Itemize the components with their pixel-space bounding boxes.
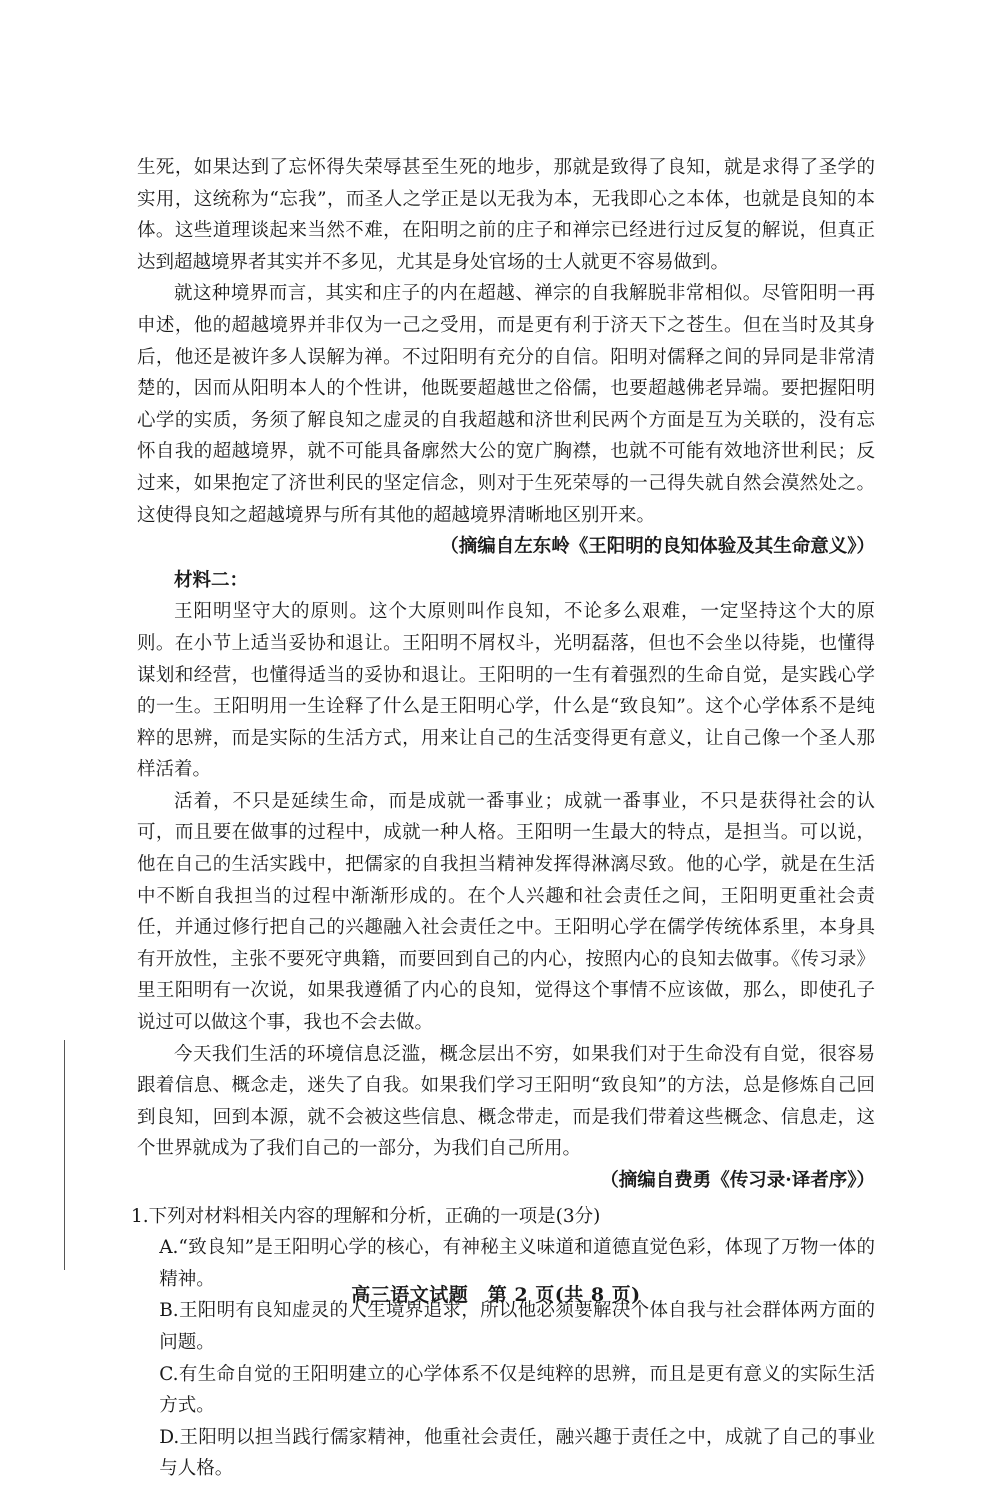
question-1-option-a: A.“致良知”是王阳明心学的核心，有神秘主义味道和道德直觉色彩，体现了万物一体的精神。 [159,1237,875,1290]
question-1-option-c: C.有生命自觉的王阳明建立的心学体系不仅是纯粹的思辨，而且是更有意义的实际生活方式。 [159,1363,875,1417]
page-footer: 高三语文试题 第 2 页(共 8 页) [351,1284,641,1306]
binding-margin-line [64,1040,65,1270]
material2-paragraph-1: 王阳明坚守大的原则。这个大原则叫作良知，不论多么艰难，一定坚持这个大的原则。在小节上适当妥协和退让。王阳明不屑权斗，光明磊落，但也不会坐以待毙，也懂得谋划和经营，也懂得适当的妥协和退让。王阳明的一生有着强烈的生命自觉，是实践心学的一生。王阳明用一生诠释了什么是王阳明心学，什么是“致良知”。这个心学体系不是纯粹的思辨，而是实际的生活方式，用来让自己的生活变得更有意义，让自己像一个圣人那样活着。 [137,601,875,781]
question-1-option-d: D.王阳明以担当践行儒家精神，他重社会责任，融兴趣于责任之中，成就了自己的事业与人格。 [159,1426,875,1480]
material1-paragraph-1: 生死，如果达到了忘怀得失荣辱甚至生死的地步，那就是致得了良知，就是求得了圣学的实用，这统称为“忘我”，而圣人之学正是以无我为本，无我即心之本体，也就是良知的本体。这些道理谈起来当然不难，在阳明之前的庄子和禅宗已经进行过反复的解说，但真正达到超越境界者其实并不多见，尤其是身处官场的士人就更不容易做到。 [137,157,875,273]
question-1-stem: 1.下列对材料相关内容的理解和分析，正确的一项是(3分) [131,1205,601,1227]
material2-paragraph-3: 今天我们生活的环境信息泛滥，概念层出不穷，如果我们对于生命没有自觉，很容易跟着信息、概念走，迷失了自我。如果我们学习王阳明“致良知”的方法，总是修炼自己回到良知，回到本源，就不会被这些信息、概念带走，而是我们带着这些概念、信息走，这个世界就成为了我们自己的一部分，为我们自己所用。 [137,1043,875,1160]
material2-title: 材料二： [174,569,249,591]
material1-source: （摘编自左东岭《王阳明的良知体验及其生命意义》） [440,536,875,558]
question-1-option-b: B.王阳明有良知虚灵的人生境界追求，所以他必须要解决个体自我与社会群体两方面的问题。 [159,1300,875,1353]
material2-source: （摘编自费勇《传习录·译者序》） [600,1170,875,1191]
material1-paragraph-2: 就这种境界而言，其实和庄子的内在超越、禅宗的自我解脱非常相似。尽管阳明一再申述，他的超越境界并非仅为一己之受用，而是更有利于济天下之苍生。但在当时及其身后，他还是被许多人误解为禅。不过阳明有充分的自信。阳明对儒释之间的异同是非常清楚的，因而从阳明本人的个性讲，他既要超越世之俗儒，也要超越佛老异端。要把握阳明心学的实质，务须了解良知之虚灵的自我超越和济世利民两个方面是互为关联的，没有忘怀自我的超越境界，就不可能具备廓然大公的宽广胸襟，也就不可能有效地济世利民；反过来，如果抱定了济世利民的坚定信念，则对于生死荣辱的一己得失就自然会漠然处之。这使得良知之超越境界与所有其他的超越境界清晰地区别开来。 [137,283,875,526]
material2-paragraph-2: 活着，不只是延续生命，而是成就一番事业；成就一番事业，不只是获得社会的认可，而且要在做事的过程中，成就一种人格。王阳明一生最大的特点，是担当。可以说，他在自己的生活实践中，把儒家的自我担当精神发挥得淋漓尽致。他的心学，就是在生活中不断自我担当的过程中渐渐形成的。在个人兴趣和社会责任之间，王阳明更重社会责任，并通过修行把自己的兴趣融入社会责任之中。王阳明心学在儒学传统体系里，本身具有开放性，主张不要死守典籍，而要回到自己的内心，按照内心的良知去做事。《传习录》里王阳明有一次说，如果我遵循了内心的良知，觉得这个事情不应该做，那么，即使孔子说过可以做这个事，我也不会去做。 [137,790,875,1034]
